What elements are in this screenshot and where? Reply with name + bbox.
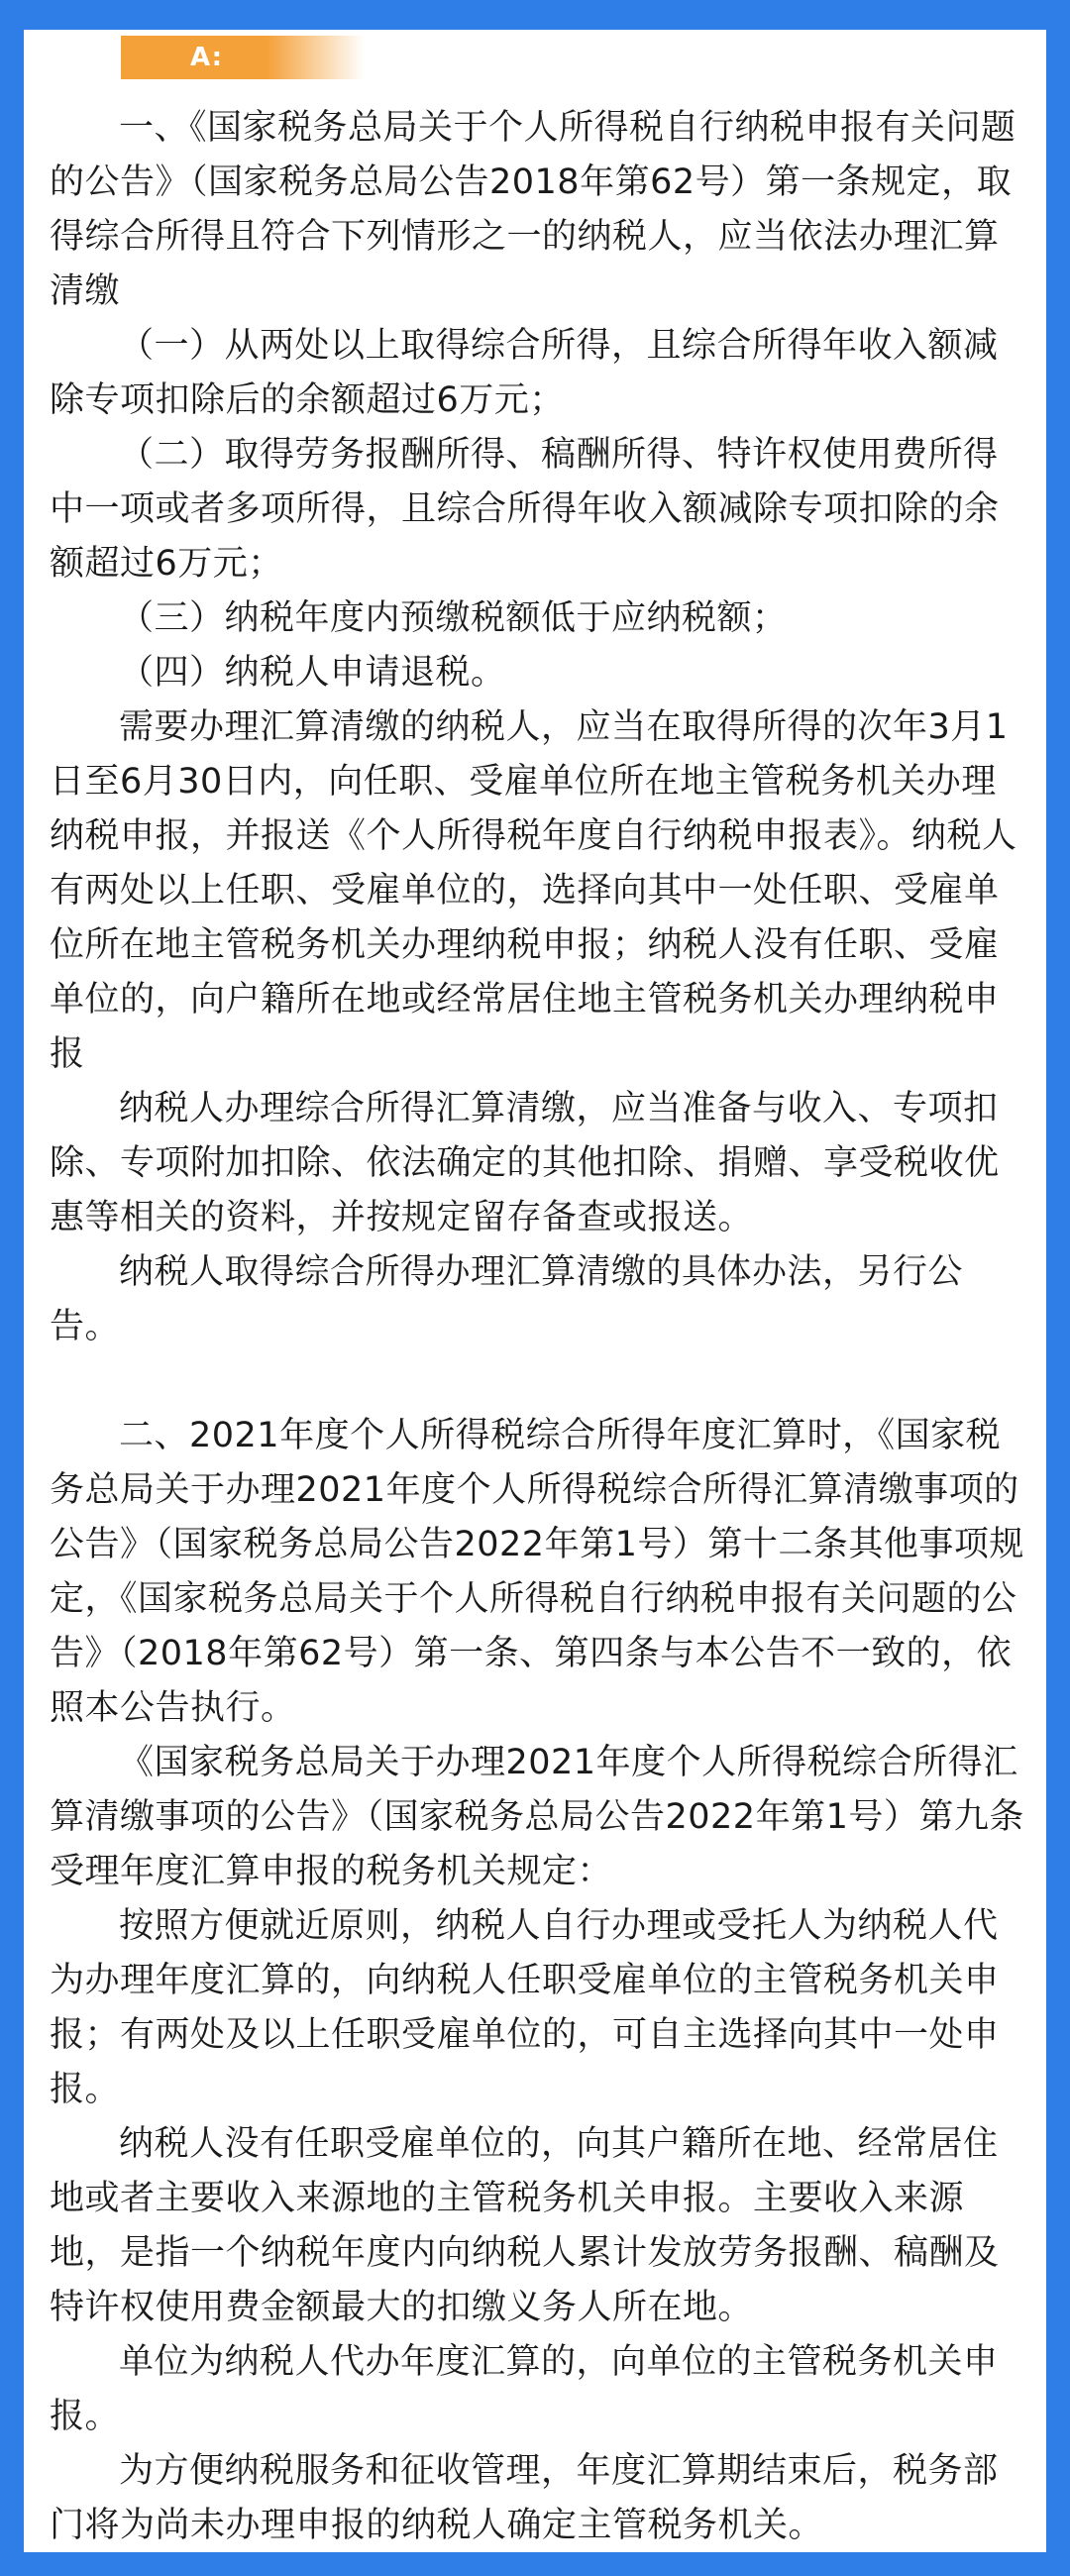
paragraph: 《国家税务总局关于办理2021年度个人所得税综合所得汇算清缴事项的公告》（国家税务总局公告2022年第1号）第九条受理年度汇算申报的税务机关规定：: [50, 1743, 1024, 1891]
paragraph: 需要办理汇算清缴的纳税人，应当在取得所得的次年3月1日至6月30日内，向任职、受雇单位所在地主管税务机关办理纳税申报，并报送《个人所得税年度自行纳税申报表》。纳税人有两处以上任职、受雇单位的，选择向其中一处任职、受雇单位所在地主管税务机关办理纳税申报；纳税人没有任职、受雇单位的，向户籍所在地或经常居住地主管税务机关办理纳税申报: [50, 707, 1017, 1074]
paragraph: 为方便纳税服务和征收管理，年度汇算期结束后，税务部门将为尚未办理申报的纳税人确定主管税务机关。: [50, 2451, 999, 2545]
list-item: （二）取得劳务报酬所得、稿酬所得、特许权使用费所得中一项或者多项所得，且综合所得年收入额减除专项扣除的余额超过6万元；: [50, 435, 1000, 584]
answer-body: [50, 101, 1024, 2552]
answer-card: [24, 30, 1046, 2552]
list-item: （四）纳税人申请退税。: [119, 653, 506, 693]
list-item: （三）纳税年度内预缴税额低于应纳税额；: [119, 598, 788, 638]
answer-badge: [121, 36, 365, 79]
paragraph: 纳税人取得综合所得办理汇算清缴的具体办法，另行公告。: [50, 1252, 964, 1346]
section-spacer: [50, 1354, 1024, 1409]
paragraph: 一、《国家税务总局关于个人所得税自行纳税申报有关问题的公告》（国家税务总局公告2018年第62号）第一条规定，取得综合所得且符合下列情形之一的纳税人，应当依法办理汇算清缴: [50, 108, 1016, 311]
answer-badge-label: A:: [190, 43, 224, 72]
list-item: （一）从两处以上取得综合所得，且综合所得年收入额减除专项扣除后的余额超过6万元；: [50, 326, 999, 420]
paragraph: 按照方便就近原则，纳税人自行办理或受托人为纳税人代为办理年度汇算的，向纳税人任职受雇单位的主管税务机关申报；有两处及以上任职受雇单位的，可自主选择向其中一处申报。: [50, 1906, 1000, 2109]
paragraph: 纳税人没有任职受雇单位的，向其户籍所在地、经常居住地或者主要收入来源地的主管税务机关申报。主要收入来源地，是指一个纳税年度内向纳税人累计发放劳务报酬、稿酬及特许权使用费金额最大的扣缴义务人所在地。: [50, 2124, 1000, 2327]
paragraph: 纳税人办理综合所得汇算清缴，应当准备与收入、专项扣除、专项附加扣除、依法确定的其他扣除、捐赠、享受税收优惠等相关的资料，并按规定留存备查或报送。: [50, 1089, 1000, 1237]
paragraph: 二、2021年度个人所得税综合所得年度汇算时，《国家税务总局关于办理2021年度个人所得税综合所得汇算清缴事项的公告》（国家税务总局公告2022年第1号）第十二条其他事项规定，《国家税务总局关于个人所得税自行纳税申报有关问题的公告》（2018年第62号）第一条、第四条与本公告不一致的，依照本公告执行。: [50, 1416, 1024, 1728]
paragraph: 单位为纳税人代办年度汇算的，向单位的主管税务机关申报。: [50, 2342, 999, 2436]
